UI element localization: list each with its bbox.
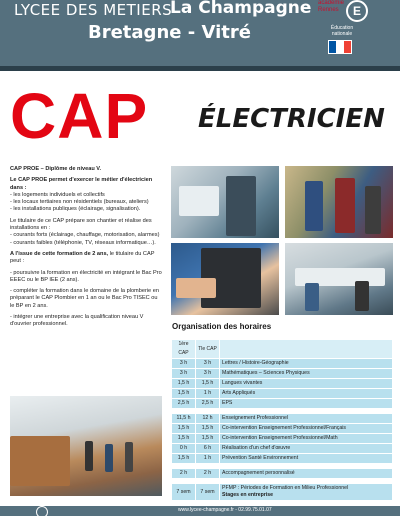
- pfmp-subtitle: Stages en entreprise: [222, 492, 274, 498]
- hours-1ere: 1,5 h: [172, 379, 196, 389]
- intro-text: [10, 166, 162, 333]
- pfmp-label: [220, 484, 393, 501]
- subject-label: Réalisation d'un chef d'œuvre: [220, 444, 393, 454]
- hours-tle: 1,5 h: [196, 434, 220, 444]
- option-item: - intégrer une entreprise avec la qualification niveau V d'ouvrier professionnel.: [10, 314, 144, 328]
- hours-1ere: 2,5 h: [172, 399, 196, 409]
- table-row: [172, 389, 393, 399]
- hours-tle: 1,5 h: [196, 424, 220, 434]
- hours-tle: 1 h: [196, 389, 220, 399]
- table-row: [172, 359, 393, 369]
- col-1ere-cap: 1ère CAP: [172, 340, 196, 359]
- col-tle-cap: Tle CAP: [196, 340, 220, 359]
- hours-tle: 3 h: [196, 359, 220, 369]
- place-item: - les locaux tertiaires non résidentiels (bureaux, ateliers): [10, 199, 149, 206]
- table-row: [172, 369, 393, 379]
- option-item: - compléter la formation dans le domaine de la plomberie en préparant le CAP Plombier en 1 an ou le Bac Pro TISEC ou le BP en 2 ans.: [10, 288, 159, 309]
- installs-line: Le titulaire de ce CAP prépare son chantier et réalise des installations en :: [10, 217, 152, 232]
- hours-1ere: 1,5 h: [172, 424, 196, 434]
- academie-logo-icon: E: [346, 0, 368, 22]
- table-row: [172, 399, 393, 409]
- hours-1ere: 3 h: [172, 359, 196, 369]
- option-item: - poursuivre la formation en électricité en intégrant le Bac Pro EEEC ou le BP IEE (2 ans).: [10, 269, 162, 283]
- school-city: Bretagne - Vitré: [88, 22, 251, 43]
- photo-electrical-panel: [171, 166, 279, 238]
- table-row: [172, 424, 393, 434]
- schedule-table: [171, 339, 393, 501]
- hours-tle: 3 h: [196, 369, 220, 379]
- hours-tle: 1,5 h: [196, 379, 220, 389]
- current-item: - courants forts (éclairage, chauffage, motorisation, alarmes): [10, 232, 160, 239]
- photo-wiring-hands: [171, 243, 279, 315]
- table-header-row: [172, 340, 393, 359]
- hours-tle: 6 h: [196, 444, 220, 454]
- current-item: - courants faibles (téléphonie, TV, réseaux informatique…).: [10, 239, 156, 246]
- subject-label: Arts Appliqués: [220, 389, 393, 399]
- hours-1ere: 2 h: [172, 469, 196, 479]
- hours-1ere: 1,5 h: [172, 389, 196, 399]
- weeks-1ere: 7 sem: [172, 484, 196, 501]
- table-row: [172, 454, 393, 464]
- header-banner: [0, 0, 400, 66]
- col-blank: [220, 340, 393, 359]
- hours-1ere: 1,5 h: [172, 454, 196, 464]
- hours-tle: 2 h: [196, 469, 220, 479]
- school-name: LYCEE DES METIERS: [14, 1, 173, 19]
- after-rest: le titulaire du CAP peut :: [10, 250, 155, 265]
- hours-1ere: 0 h: [172, 444, 196, 454]
- footer-bar: [0, 506, 400, 516]
- photo-workshop-students: [285, 166, 393, 238]
- school-name-champagne: La Champagne: [170, 0, 312, 18]
- after-lead: A l'issue de cette formation de 2 ans,: [10, 250, 109, 257]
- photo-classroom: [285, 243, 393, 315]
- subject-label: Co-intervention Enseignement Professionnel/Math: [220, 434, 393, 444]
- metier-title: ÉLECTRICIEN: [198, 104, 385, 134]
- education-label: Éducation nationale: [330, 25, 354, 37]
- allows-line: Le CAP PROE permet d'exercer le métier d'électricien dans :: [10, 177, 153, 191]
- place-item: - les logements individuels et collectifs: [10, 191, 105, 198]
- table-row: [172, 484, 393, 501]
- subject-label: Enseignement Professionnel: [220, 414, 393, 424]
- subject-label: EPS: [220, 399, 393, 409]
- weeks-tle: 7 sem: [196, 484, 220, 501]
- hours-1ere: 11,5 h: [172, 414, 196, 424]
- hours-tle: 2,5 h: [196, 399, 220, 409]
- organisation-title: Organisation des horaires: [172, 322, 272, 331]
- school-logo-icon: [36, 506, 48, 516]
- photo-school-hall: [10, 396, 162, 496]
- hours-1ere: 1,5 h: [172, 434, 196, 444]
- diploma-line: CAP PROE – Diplôme de niveau V.: [10, 166, 102, 172]
- french-flag-icon: [328, 40, 352, 54]
- subject-label: Mathématiques – Sciences Physiques: [220, 369, 393, 379]
- header-divider: [0, 66, 400, 71]
- hours-1ere: 3 h: [172, 369, 196, 379]
- table-row: [172, 469, 393, 479]
- table-row: [172, 444, 393, 454]
- table-row: [172, 434, 393, 444]
- hours-tle: 12 h: [196, 414, 220, 424]
- place-item: - les installations publiques (éclairage, signalisation).: [10, 206, 141, 213]
- pfmp-title: PFMP : Périodes de Formation en Milieu Professionnel: [222, 485, 349, 491]
- footer-contact: www.lycee-champagne.fr - 02.99.75.01.07: [178, 507, 272, 513]
- subject-label: Prévention Santé Environnement: [220, 454, 393, 464]
- table-row: [172, 414, 393, 424]
- academie-label: académie Rennes: [318, 0, 345, 13]
- subject-label: Lettres / Histoire-Géographie: [220, 359, 393, 369]
- subject-label: Langues vivantes: [220, 379, 393, 389]
- cap-title: CAP: [10, 80, 149, 152]
- subject-label: Co-intervention Enseignement Professionnel/Français: [220, 424, 393, 434]
- table-row: [172, 379, 393, 389]
- subject-label: Accompagnement personnalisé: [220, 469, 393, 479]
- hours-tle: 1 h: [196, 454, 220, 464]
